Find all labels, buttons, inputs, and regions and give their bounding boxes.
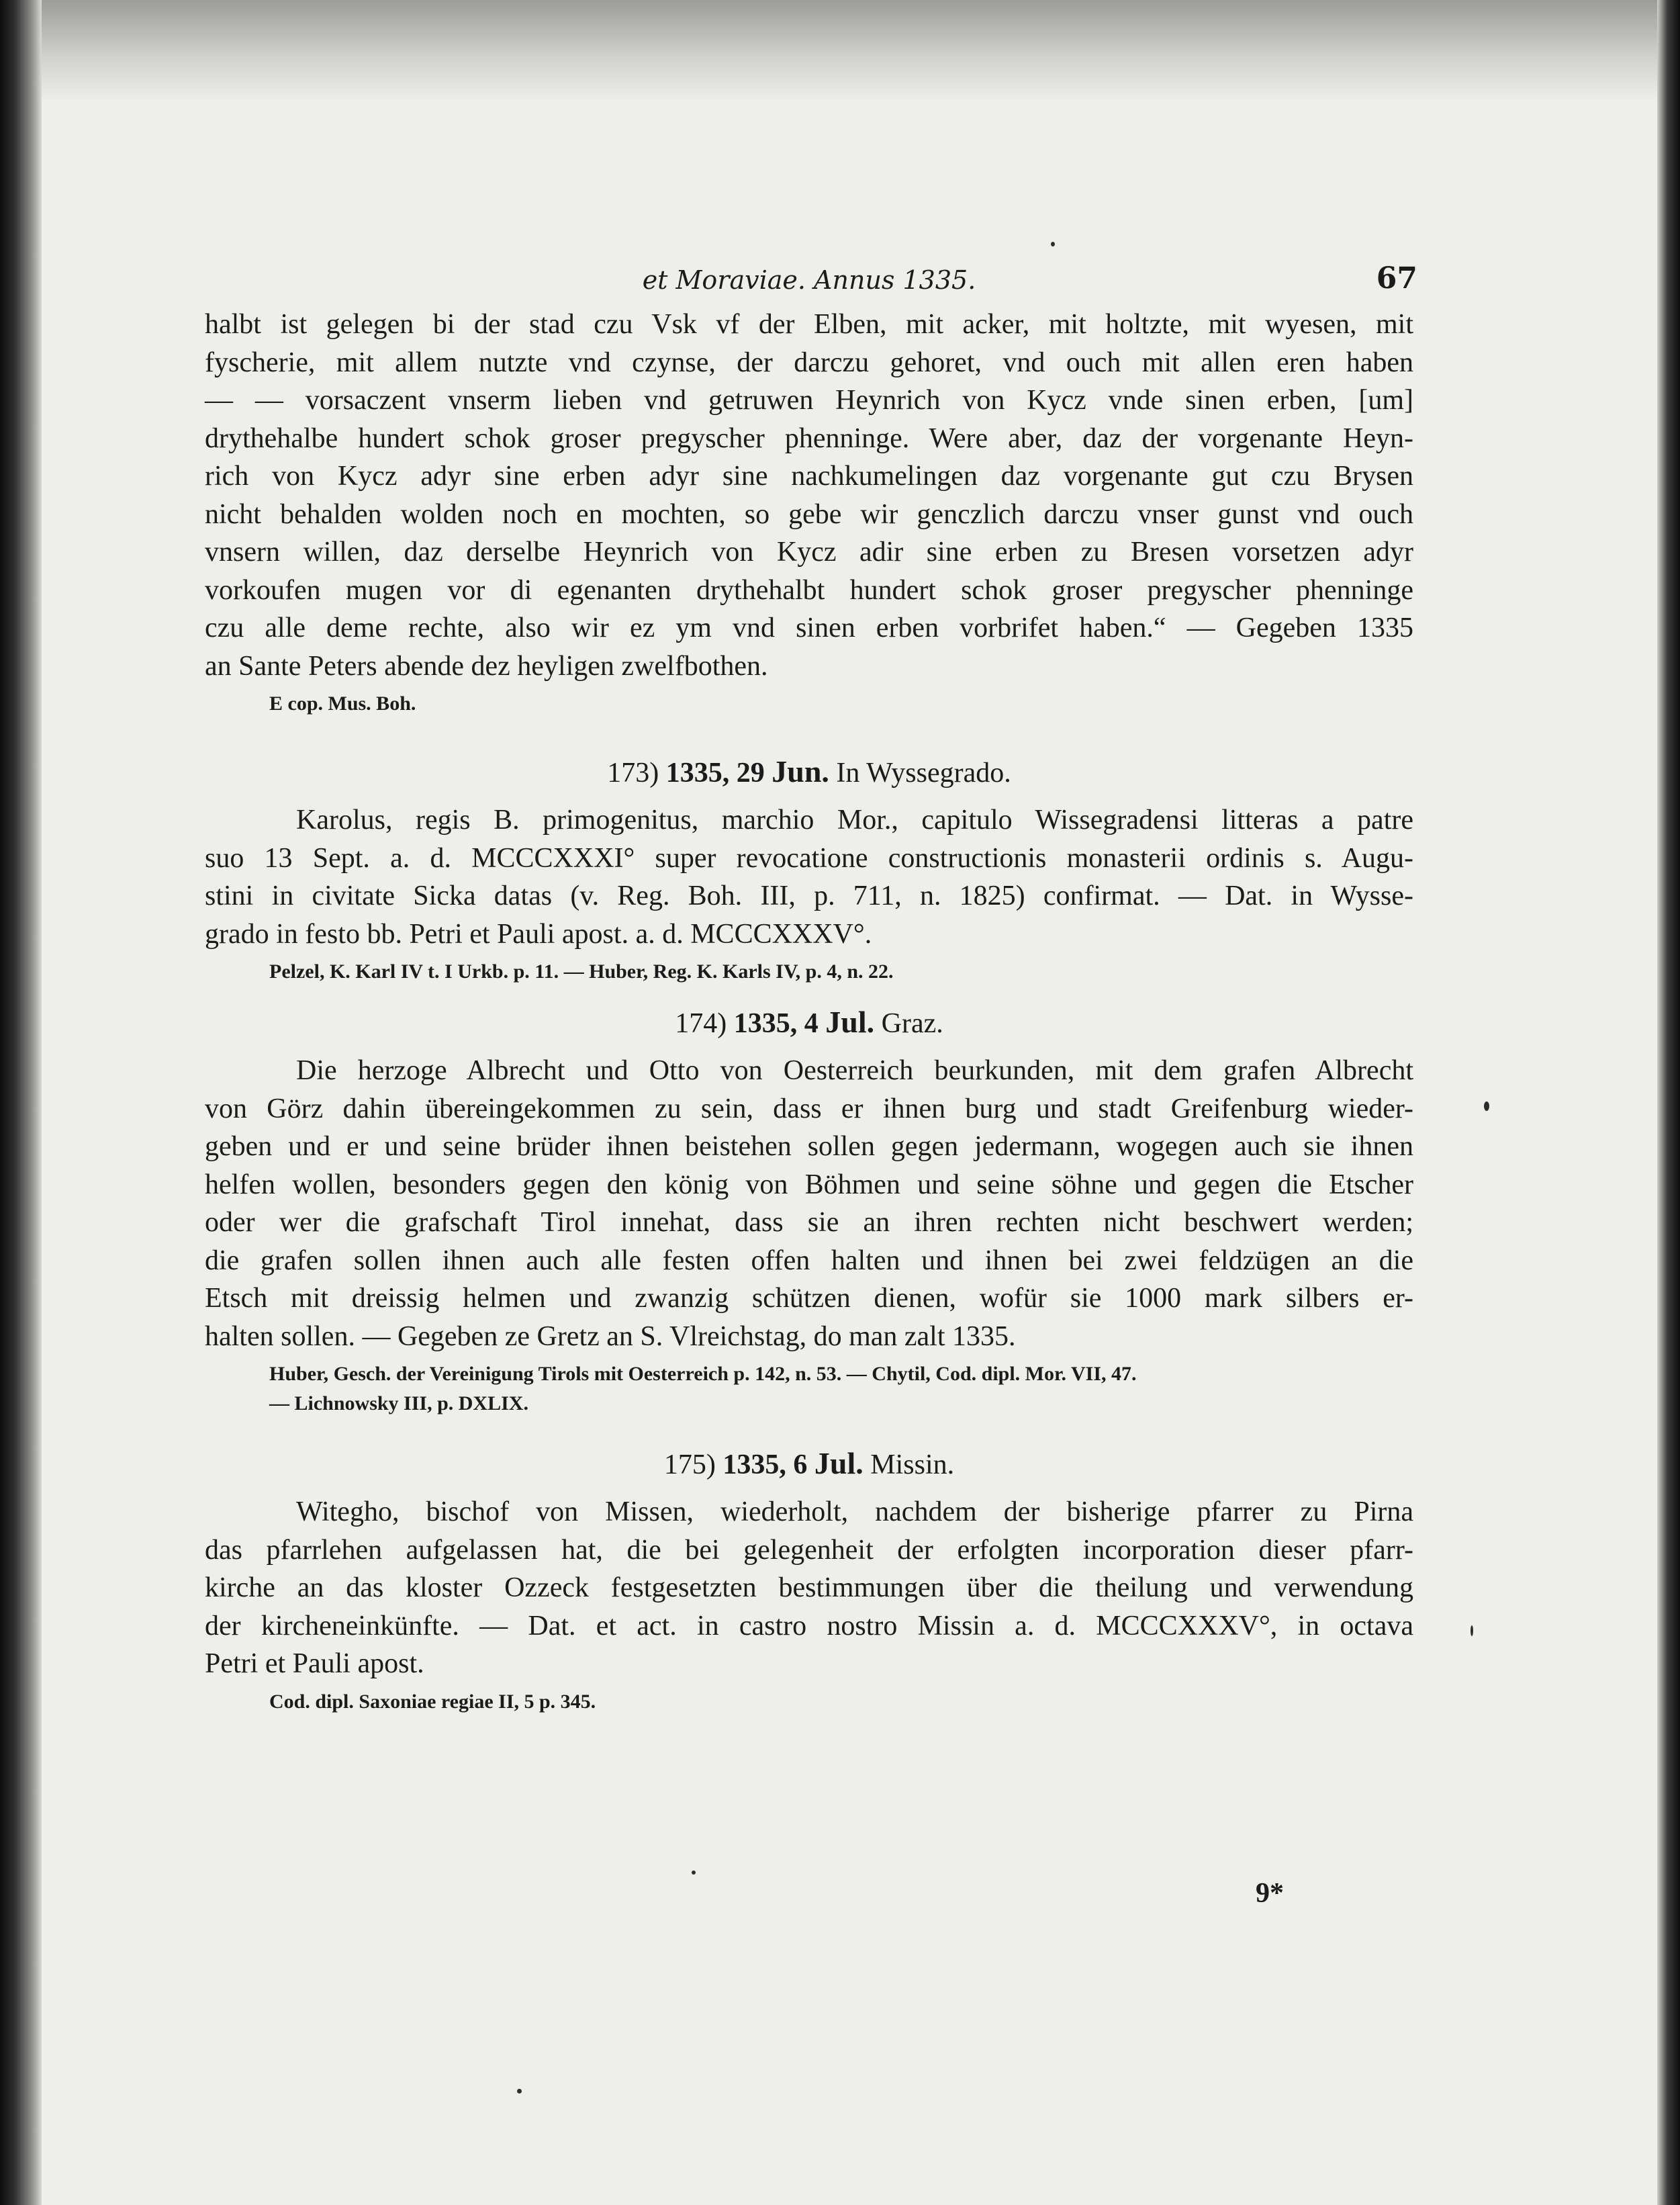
page-number: 67 [1376, 261, 1417, 296]
citation-line: Pelzel, K. Karl IV t. I Urkb. p. 11. — Huber, Reg. K. Karls IV, p. 4, n. 22. [269, 960, 894, 983]
text-line: rich von Kycz adyr sine erben adyr sine nachkumelingen daz vorgenante gut czu Brysen [205, 461, 1413, 492]
text-line: der kircheneinkünfte. — Dat. et act. in castro nostro Missin a. d. MCCCXXXV°, in octava [205, 1610, 1413, 1641]
entry-heading [205, 1445, 1413, 1481]
text-line: fyscherie, mit allem nutzte vnd czynse, der darczu gehoret, vnd ouch mit allen eren haben [205, 347, 1413, 378]
speck [1051, 242, 1055, 246]
speck [1484, 1101, 1489, 1111]
text-line: suo 13 Sept. a. d. MCCCXXXI° super revocatione constructionis monasterii ordinis s. Augu- [205, 842, 1413, 874]
text-line: oder wer die grafschaft Tirol innehat, dass sie an ihren rechten nicht beschwert werden; [205, 1207, 1413, 1238]
text-line: halten sollen. — Gegeben ze Gretz an S. Vlreichstag, do man zalt 1335. [205, 1320, 1016, 1352]
entry-place: Missin. [870, 1449, 955, 1480]
text-line: kirche an das kloster Ozzeck festgesetzten bestimmungen über die theilung und verwendung [205, 1572, 1413, 1603]
entry-text [205, 1052, 1413, 1355]
text-line: Die herzoge Albrecht und Otto von Oesterreich beurkunden, mit dem grafen Albrecht [296, 1055, 1413, 1086]
text-line: das pfarrlehen aufgelassen hat, die bei gelegenheit der erfolgten incorporation dieser pfarr- [205, 1534, 1413, 1566]
header-title: et Moraviae. Annus 1335. [642, 265, 976, 295]
intro-paragraph [205, 306, 1413, 685]
text-line: vorkoufen mugen vor di egenanten drythehalbt hundert schok groser pregyscher phenninge [205, 574, 1413, 606]
text-line: die grafen sollen ihnen auch alle festen offen halten und ihnen bei zwei feldzügen an die [205, 1245, 1413, 1276]
source-citation [205, 957, 1413, 987]
entry-place: Graz. [881, 1008, 943, 1039]
entry-number: 173) [607, 758, 659, 789]
text-line: halbt ist gelegen bi der stad czu Vsk vf der Elben, mit acker, mit holtzte, mit wyesen, mit [205, 309, 1413, 340]
scan-shadow-right [1657, 0, 1680, 2205]
text-line: drythehalbe hundert schok groser pregyscher phenninge. Were aber, daz der vorgenante Heyn- [205, 422, 1413, 454]
entry-date: 1335, 29 [665, 758, 765, 789]
speck [517, 2089, 522, 2094]
entry-month: Jul. [825, 1005, 875, 1039]
entry-number: 175) [663, 1449, 716, 1480]
citation-line: Huber, Gesch. der Vereinigung Tirols mit Oesterreich p. 142, n. 53. — Chytil, Cod. dipl. Mor. VII, 47. [269, 1363, 1137, 1385]
entry-text [205, 801, 1413, 953]
source-citation [205, 1359, 1413, 1419]
entry-month: Jun. [772, 754, 829, 789]
text-line: nicht behalden wolden noch en mochten, so gebe wir genczlich darczu vnser gunst vnd ouch [205, 498, 1413, 530]
text-line: czu alle deme rechte, also wir ez ym vnd sinen erben vorbrifet haben.“ — Gegeben 1335 [205, 613, 1413, 643]
source-citation [205, 1687, 1413, 1717]
citation-line: Cod. dipl. Saxoniae regiae II, 5 p. 345. [269, 1690, 596, 1713]
signature-mark: 9* [1256, 1878, 1284, 1909]
entry-date: 1335, 6 [722, 1449, 808, 1480]
running-header [205, 261, 1417, 306]
text-line: grado in festo bb. Petri et Pauli apost. a. d. MCCCXXXV°. [205, 918, 872, 950]
text-line: stini in civitate Sicka datas (v. Reg. Boh. III, p. 711, n. 1825) confirmat. — Dat. in Wysse- [205, 881, 1413, 911]
scan-shadow-left [0, 0, 42, 2205]
text-line: — — vorsaczent vnserm lieben vnd getruwen Heynrich von Kycz vnde sinen erben, [um] [205, 385, 1413, 416]
speck [1471, 1625, 1473, 1636]
text-line: geben und er und seine brüder ihnen beistehen sollen gegen jedermann, wogegen auch sie ihnen [205, 1131, 1413, 1162]
entry-place: In Wyssegrado. [836, 758, 1011, 789]
text-line: vnsern willen, daz derselbe Heynrich von Kycz adir sine erben zu Bresen vorsetzen adyr [205, 537, 1413, 568]
entry-text [205, 1493, 1413, 1683]
citation-line: E cop. Mus. Boh. [269, 692, 416, 715]
entry-heading [205, 754, 1413, 789]
text-line: Petri et Pauli apost. [205, 1648, 424, 1679]
text-line: von Görz dahin übereingekommen zu sein, dass er ihnen burg und stadt Greifenburg wieder- [205, 1093, 1413, 1124]
text-line: Karolus, regis B. primogenitus, marchio Mor., capitulo Wissegradensi litteras a patre [296, 805, 1413, 836]
entry-number: 174) [675, 1008, 727, 1039]
source-citation [205, 689, 1413, 719]
text-line: Etsch mit dreissig helmen und zwanzig schützen dienen, wofür sie 1000 mark silbers er- [205, 1283, 1413, 1314]
text-line: helfen wollen, besonders gegen den könig von Böhmen und seine söhne und gegen die Etscher [205, 1169, 1413, 1200]
entry-date: 1335, 4 [733, 1008, 819, 1039]
text-line: Witegho, bischof von Missen, wiederholt, nachdem der bisherige pfarrer zu Pirna [296, 1496, 1413, 1527]
text-line: an Sante Peters abende dez heyligen zwelfbothen. [205, 650, 768, 682]
scan-shadow-top [0, 0, 1680, 101]
page-content [205, 261, 1417, 1717]
speck [692, 1871, 696, 1875]
entry-month: Jul. [814, 1446, 864, 1480]
entry-heading [205, 1004, 1413, 1040]
citation-line: — Lichnowsky III, p. DXLIX. [269, 1392, 528, 1414]
